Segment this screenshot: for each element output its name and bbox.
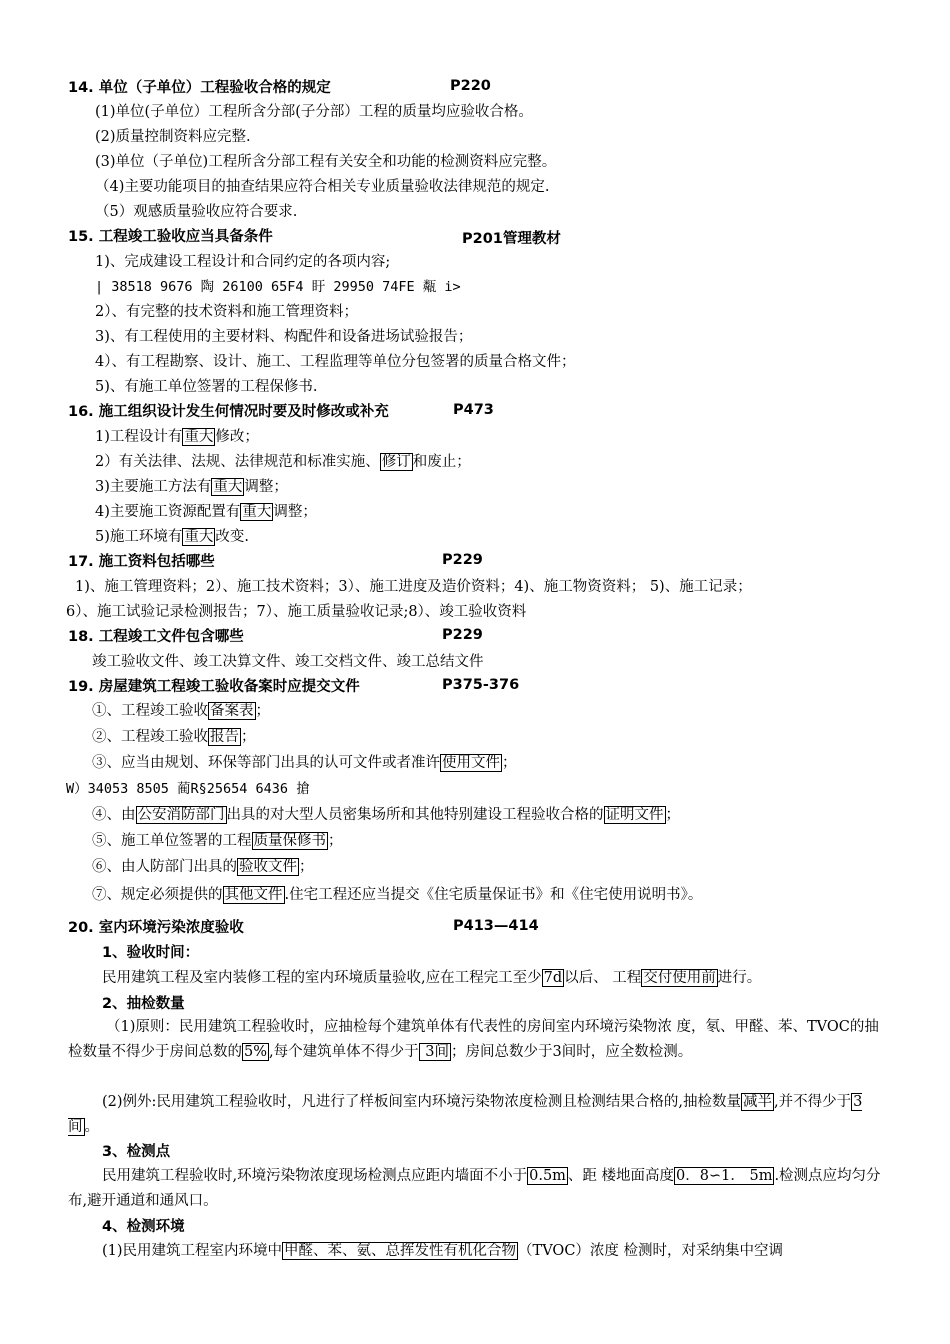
section-14-item-3: (3)单位（子单位)工程所含分部工程有关安全和功能的检测资料应完整。 [95,154,557,170]
section-14-item-4: （4)主要功能项目的抽查结果应符合相关专业质量验收法律规范的规定. [95,179,550,195]
boxed-term: 报告 [210,729,239,745]
section-19-item-4: ④、由 公安消防部门 出具的对大型人员密集场所和其他特别建设工程验收合格的 证明文件 ； [92,807,680,823]
boxed-term: 其他文件 [224,887,283,903]
section-20-para-5: (1)民用建筑工程室内环境中 甲醛、苯、氨、总挥发性有机化合物 （TVOC）浓度 检测时，对采纳集中空调 [102,1243,784,1259]
boxed-term: 0.5m [529,1168,566,1184]
section-15-item-1: 1)、完成建设工程设计和合同约定的各项内容; [95,254,391,270]
section-15-item-4: 4）、有工程勘察、设计、施工、工程监理等单位分包签署的质量合格文件； [95,354,576,370]
section-20-para-1: 民用建筑工程及室内装修工程的室内环境质量验收,应在工程完工至少 7d 以后、 工程 交付使用前 进行。 [102,970,762,986]
section-14-page-ref: P220 [450,78,491,94]
boxed-term: 修订 [381,454,411,470]
section-17-title: 17. 施工资料包括哪些 [68,554,215,570]
boxed-term: 重大 [184,429,214,445]
section-20-subheading-1: 1、验收时间： [102,945,200,961]
section-20-subheading-4: 4、检测环境 [102,1219,185,1235]
section-19-noise-line: W）34053 8505 蔺R§25654 6436 搶 [66,781,310,797]
boxed-term: 重大 [184,529,214,545]
boxed-term: 使用文件 [442,755,500,771]
boxed-term: 重大 [213,479,243,495]
section-15-page-ref: P201管理教材 [462,231,561,247]
section-15-item-5: 5)、有施工单位签署的工程保修书. [95,379,318,395]
boxed-term: 减半 [743,1094,773,1110]
section-19-item-6: ⑥、由人防部门出具的 验收文件 ； [92,859,314,875]
section-16-page-ref: P473 [453,402,494,418]
boxed-term: 3间 [68,1094,863,1135]
boxed-term: 3间 [420,1044,449,1060]
section-20-para-2: （1)原则：民用建筑工程验收时，应抽检每个建筑单体有代表性的房间室内环境污染物浓 度，氡、甲醛、苯、TVOC的抽检数量不得少于房间总数的 5% ,每个建筑单体不得少于 3间 ；房间总数少于3间时，应全数检测。 [68,1019,879,1060]
section-19-title: 19. 房屋建筑工程竣工验收备案时应提交文件 [68,679,360,695]
boxed-term: 甲醛、苯、氨、总挥发性有机化合物 [284,1243,517,1259]
boxed-term: 交付使用前 [643,970,716,986]
section-17-line-1: 1)、施工管理资料；2）、施工技术资料；3）、施工进度及造价资料；4)、施工物资资料； 5)、施工记录； [75,579,752,595]
section-14-item-1: (1)单位(子单位）工程所含分部(子分部）工程的质量均应验收合格。 [95,104,533,120]
section-20-title: 20. 室内环境污染浓度验收 [68,920,244,936]
section-16-item-2: 2）有关法律、法规、法律规范和标准实施、 修订 和废止； [95,454,471,470]
boxed-term: 公安消防部门 [137,807,225,823]
section-20-para-3: (2)例外:民用建筑工程验收时，凡进行了样板间室内环境污染物浓度检测且检测结果合格的,抽检数量 减半 ,并不得少于 3间 。 [68,1094,863,1135]
section-19-item-7: ⑦、规定必须提供的 其他文件 .住宅工程还应当提交《住宅质量保证书》和《住宅使用说明书》。 [92,887,703,903]
section-20-subheading-2: 2、抽检数量 [102,996,185,1012]
boxed-term: 7d [543,970,563,986]
section-16-item-4: 4)主要施工资源配置有 重大 调整； [95,504,317,520]
boxed-term: 质量保修书 [253,833,326,849]
section-19-item-1: ①、工程竣工验收 备案表 ； [92,703,270,719]
section-20-subheading-3: 3、检测点 [102,1144,171,1160]
section-15-item-2: 2）、有完整的技术资料和施工管理资料； [95,304,358,320]
section-17-page-ref: P229 [442,552,483,568]
section-20-para-4: 民用建筑工程验收时,环境污染物浓度现场检测点应距内墙面不小于 0.5m 、距 楼地面高度 0．8∽1． 5m .检测点应均匀分布,避开通道和通风口。 [68,1168,881,1209]
section-19-page-ref: P375-376 [442,677,520,693]
section-19-item-3: ③、应当由规划、环保等部门出具的认可文件或者准许 使用文件 ； [92,755,517,771]
section-15-title: 15. 工程竣工验收应当具备条件 [68,229,273,245]
section-15-noise-line: | 38518 9676 陶 26100 65F4 盱 29950 74FE 甐 i> [95,279,461,295]
section-18-page-ref: P229 [442,627,483,643]
section-15-item-3: 3)、有工程使用的主要材料、构配件和设备进场试验报告； [95,329,473,345]
section-18-title: 18. 工程竣工文件包含哪些 [68,629,244,645]
section-17-line-2: 6）、施工试验记录检测报告；7）、施工质量验收记录;8）、竣工验收资料 [66,604,527,620]
boxed-term: 0．8∽1． 5m [676,1168,773,1184]
boxed-term: 证明文件 [605,807,664,823]
section-14-item-5: （5）观感质量验收应符合要求. [95,204,298,220]
section-16-item-1: 1)工程设计有 重大 修改； [95,429,259,445]
section-14-item-2: (2)质量控制资料应完整. [95,129,251,145]
boxed-term: 验收文件 [239,859,297,875]
section-14-title: 14. 单位（子单位）工程验收合格的规定 [68,80,331,96]
section-19-item-2: ②、工程竣工验收 报告 ； [92,729,256,745]
boxed-term: 5% [244,1044,268,1060]
section-16-item-5: 5)施工环境有 重大 改变. [95,529,249,545]
section-19-item-5: ⑤、施工单位签署的工程 质量保修书 ； [92,833,343,849]
section-20-page-ref: P413—414 [453,918,539,934]
section-16-title: 16. 施工组织设计发生何情况时要及时修改或补充 [68,404,389,420]
boxed-term: 重大 [242,504,272,520]
section-16-item-3: 3)主要施工方法有 重大 调整； [95,479,288,495]
boxed-term: 备案表 [210,703,254,719]
section-18-line-1: 竣工验收文件、竣工决算文件、竣工交档文件、竣工总结文件 [92,654,484,670]
